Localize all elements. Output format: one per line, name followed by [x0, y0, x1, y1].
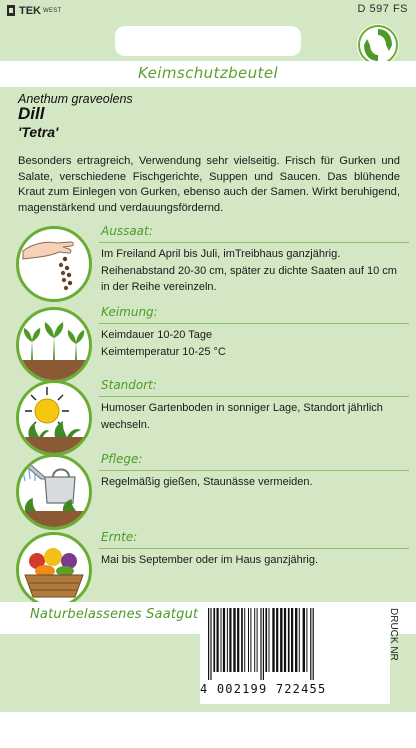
barcode-bar [288, 608, 290, 672]
section-text [101, 327, 407, 360]
barcode-bar [291, 608, 293, 672]
section-title: Standort: [101, 378, 157, 392]
barcode-bar [276, 608, 278, 672]
barcode-bar [310, 608, 311, 680]
barcode-bar [241, 608, 243, 672]
brand-logo [6, 4, 62, 18]
variety-name: 'Tetra' [18, 124, 59, 140]
barcode-bar [223, 608, 225, 672]
barcode-bar [237, 608, 239, 672]
barcode-bar [233, 608, 235, 672]
section-divider [99, 323, 409, 324]
barcode-bar [313, 608, 314, 680]
section-title: Keimung: [101, 305, 158, 319]
barcode-bar [229, 608, 231, 672]
section-text: Regelmäßig gießen, Staunässe vermeiden. [101, 476, 313, 488]
section-text: Humoser Gartenboden in sonniger Lage, Standort jährlich wechseln. [101, 402, 383, 431]
section-keimung [0, 305, 416, 385]
druck-text: DRUCK NR [388, 608, 399, 661]
brand-subname: WEST [43, 8, 62, 14]
section-divider [99, 396, 409, 397]
barcode-bar [257, 608, 258, 672]
footer-tagline: Naturbelassenes Saatgut [30, 607, 199, 622]
section-title: Aussaat: [101, 224, 153, 238]
watering-can-icon [16, 454, 92, 530]
barcode-bar [227, 608, 228, 672]
barcode-bar [250, 608, 251, 672]
barcode-bar [269, 608, 270, 672]
keimdauer-line: Keimdauer 10-20 Tage [101, 329, 213, 341]
barcode-bar [217, 608, 219, 672]
section-divider [99, 470, 409, 471]
barcode-number: 4 002199 722455 [200, 682, 327, 696]
section-title: Pflege: [101, 452, 143, 466]
blank-label-box [115, 26, 301, 56]
barcode-bar [306, 608, 307, 672]
section-title: Ernte: [101, 530, 138, 544]
barcode-bar [221, 608, 222, 672]
barcode-bar [272, 608, 274, 672]
barcode-bar [213, 608, 215, 672]
plant-description: Besonders ertragreich, Verwendung sehr vielseitig. Frisch für Gurken und Salate, verschiedene Fischgerichte, Suppen und Saucen. Das blühende Kraut zum Einlegen von Gurken, ebenso auch der Samen. Wirkt beruhigend, magenstärkend und verdauungsfördernd. [18, 155, 400, 214]
section-divider [99, 242, 409, 243]
section-standort [0, 378, 416, 458]
section-divider [99, 548, 409, 549]
packet-type-title: Keimschutzbeutel [137, 64, 279, 82]
latin-name: Anethum graveolens [18, 92, 133, 106]
barcode-bar [280, 608, 282, 672]
section-aussaat [0, 224, 416, 304]
section-ernte [0, 530, 416, 610]
brand-name: TEK [19, 5, 41, 17]
sowing-hand-icon [16, 226, 92, 302]
barcode-bar [295, 608, 297, 672]
section-text: Mai bis September oder im Haus ganzjährig. [101, 554, 319, 566]
barcode-bar [260, 608, 261, 680]
barcode-bar [265, 608, 267, 672]
barcode-bar [263, 608, 264, 680]
barcode-bar [248, 608, 249, 672]
harvest-basket-icon [16, 532, 92, 608]
plant-name: Dill [18, 104, 45, 123]
barcode-bar [284, 608, 286, 672]
barcode-bar [303, 608, 305, 672]
barcode-bar [208, 608, 209, 680]
keimtemperatur-line: Keimtemperatur 10-25 °C [101, 345, 226, 358]
print-number-label [386, 604, 404, 694]
barcode-bar [254, 608, 255, 672]
barcode-bar [210, 608, 211, 680]
title-band [0, 61, 416, 87]
logo-mark-icon [6, 5, 16, 17]
barcode-bar [244, 608, 245, 672]
sun-plants-icon [16, 380, 92, 456]
barcode-bars [200, 604, 390, 680]
barcode-bar [299, 608, 300, 672]
section-pflege [0, 452, 416, 532]
section-text: Im Freiland April bis Juli, imTreibhaus ganzjährig. Reihenabstand 20-30 cm, später zu dichte Saaten auf 10 cm in der Reihe vereinzeln. [101, 248, 397, 293]
seedlings-icon [16, 307, 92, 383]
article-code: D 597 FS [357, 3, 408, 15]
